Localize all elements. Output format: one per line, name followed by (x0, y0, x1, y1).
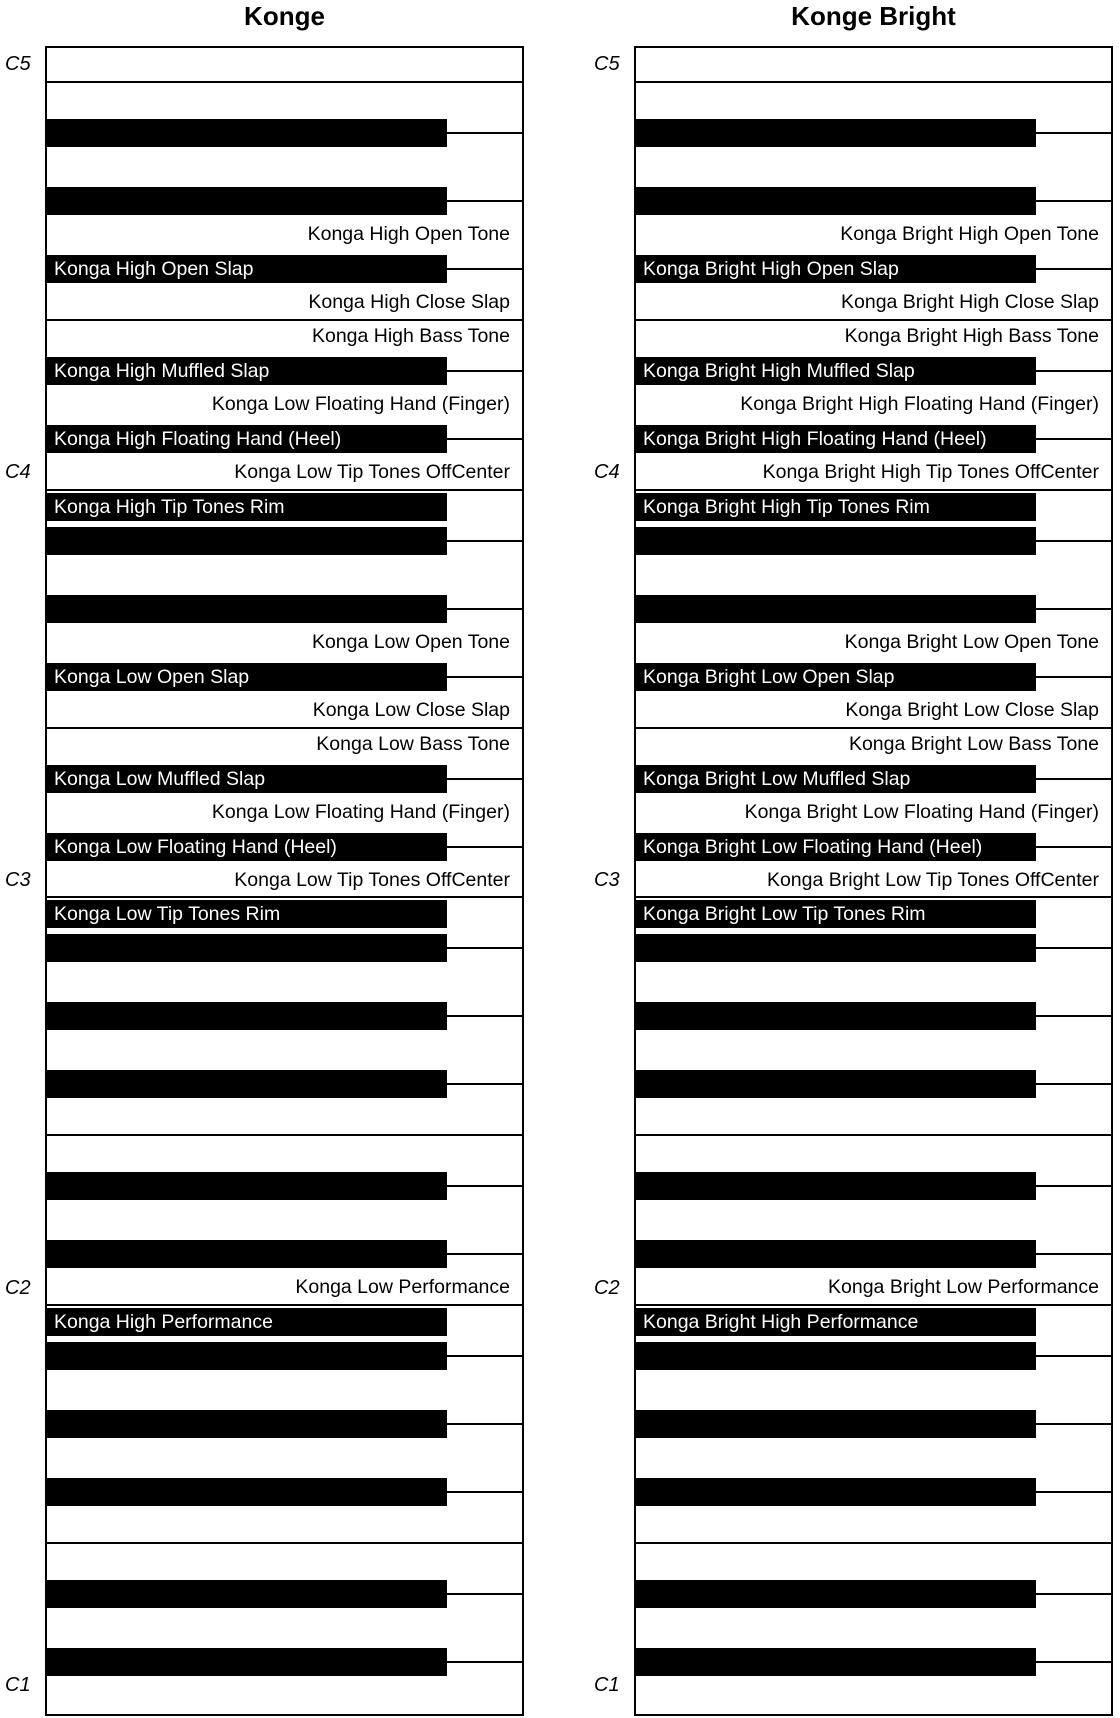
black-key-label: Konga High Open Slap (54, 257, 254, 280)
octave-label-c5: C5 (594, 53, 620, 76)
black-key-gsharp3[interactable] (636, 595, 1036, 623)
white-key-label: Konga Low Floating Hand (Finger) (211, 800, 510, 823)
panel-title-konge-bright: Konge Bright (791, 1, 956, 31)
black-key-label: Konga High Tip Tones Rim (54, 495, 285, 518)
white-key-label: Konga Bright High Bass Tone (844, 324, 1099, 347)
black-key-dsharp1[interactable] (636, 1580, 1036, 1608)
black-key-asharp3[interactable] (636, 527, 1036, 555)
black-key-asharp2[interactable] (636, 934, 1036, 962)
black-key-asharp3[interactable] (47, 527, 447, 555)
black-key-fsharp4[interactable] (47, 255, 447, 283)
white-key-c5[interactable] (636, 48, 1111, 82)
labeled-key-b2[interactable] (636, 900, 1036, 928)
black-key-label: Konga Low Tip Tones Rim (54, 903, 281, 926)
octave-label-c2: C2 (5, 1276, 31, 1299)
octave-label-c1: C1 (5, 1674, 31, 1696)
white-key-label: Konga Low Close Slap (312, 698, 510, 721)
octave-label-c4: C4 (594, 461, 620, 484)
white-key-c5[interactable] (47, 48, 522, 82)
white-key-label: Konga Low Bass Tone (316, 732, 510, 755)
white-key-label: Konga High Close Slap (308, 290, 510, 313)
black-key-label: Konga Bright High Floating Hand (Heel) (643, 427, 987, 450)
white-key-label: Konga Low Open Tone (311, 630, 510, 653)
black-key-dsharp3[interactable] (47, 765, 447, 793)
black-key-label: Konga Low Floating Hand (Heel) (54, 835, 337, 858)
keyboard-konge (45, 46, 524, 1716)
labeled-key-b1[interactable] (47, 1308, 447, 1336)
black-key-label: Konga High Floating Hand (Heel) (54, 427, 342, 450)
black-key-asharp2[interactable] (47, 934, 447, 962)
white-key-label: Konga Bright Low Close Slap (845, 698, 1099, 721)
black-key-csharp4[interactable] (636, 425, 1036, 453)
black-key-fsharp2[interactable] (636, 1070, 1036, 1098)
octave-label-c5: C5 (5, 53, 31, 76)
panel-title-konge: Konge (244, 1, 325, 31)
black-key-dsharp3[interactable] (636, 765, 1036, 793)
black-key-label: Konga Bright Low Tip Tones Rim (643, 903, 926, 926)
white-key-label: Konga Bright High Open Tone (840, 222, 1099, 245)
white-key-label: Konga High Bass Tone (311, 324, 510, 347)
white-key-label: Konga Bright Low Performance (828, 1276, 1099, 1299)
black-key-dsharp4[interactable] (47, 357, 447, 385)
black-key-gsharp3[interactable] (47, 595, 447, 623)
black-key-label: Konga Bright High Tip Tones Rim (643, 495, 930, 518)
white-key-label: Konga Bright High Close Slap (841, 290, 1099, 313)
black-key-label: Konga High Muffled Slap (54, 359, 270, 382)
black-key-gsharp1[interactable] (636, 1410, 1036, 1438)
black-key-gsharp2[interactable] (47, 1002, 447, 1030)
black-key-label: Konga Bright Low Floating Hand (Heel) (643, 835, 983, 858)
white-key-label: Konga Bright Low Tip Tones OffCenter (766, 868, 1099, 891)
black-key-csharp2[interactable] (636, 1240, 1036, 1268)
black-key-csharp1[interactable] (636, 1648, 1036, 1676)
labeled-key-b1[interactable] (636, 1308, 1036, 1336)
black-key-dsharp2[interactable] (636, 1172, 1036, 1200)
black-key-csharp4[interactable] (47, 425, 447, 453)
black-key-csharp2[interactable] (47, 1240, 447, 1268)
white-key-label: Konga Bright High Floating Hand (Finger) (740, 392, 1099, 415)
black-key-fsharp4[interactable] (636, 255, 1036, 283)
octave-label-c3: C3 (594, 869, 620, 891)
black-key-csharp3[interactable] (636, 833, 1036, 861)
black-key-label: Konga Bright Low Open Slap (643, 665, 895, 688)
black-key-gsharp4[interactable] (47, 187, 447, 215)
white-key-label: Konga Bright Low Open Tone (844, 630, 1099, 653)
black-key-asharp1[interactable] (47, 1342, 447, 1370)
white-key-label: Konga Bright Low Floating Hand (Finger) (744, 800, 1099, 823)
black-key-dsharp4[interactable] (636, 357, 1036, 385)
keyboard-konge-bright (634, 46, 1113, 1716)
black-key-fsharp3[interactable] (47, 663, 447, 691)
white-key-label: Konga High Open Tone (307, 222, 510, 245)
black-key-dsharp1[interactable] (47, 1580, 447, 1608)
black-key-csharp1[interactable] (47, 1648, 447, 1676)
black-key-asharp1[interactable] (636, 1342, 1036, 1370)
octave-label-c4: C4 (5, 461, 31, 484)
black-key-fsharp3[interactable] (636, 663, 1036, 691)
black-key-dsharp2[interactable] (47, 1172, 447, 1200)
black-key-label: Konga Bright High Muffled Slap (643, 359, 915, 382)
black-key-label: Konga Low Muffled Slap (54, 767, 266, 790)
black-key-fsharp1[interactable] (636, 1478, 1036, 1506)
black-key-label: Konga Bright High Open Slap (643, 257, 899, 280)
black-key-gsharp1[interactable] (47, 1410, 447, 1438)
black-key-gsharp4[interactable] (636, 187, 1036, 215)
white-key-label: Konga Low Performance (295, 1276, 510, 1299)
octave-label-c1: C1 (594, 1674, 620, 1696)
black-key-label: Konga Bright High Performance (643, 1311, 919, 1334)
black-key-label: Konga Low Open Slap (54, 665, 250, 688)
white-key-label: Konga Bright Low Bass Tone (848, 732, 1099, 755)
labeled-key-b3[interactable] (47, 493, 447, 521)
black-key-csharp3[interactable] (47, 833, 447, 861)
black-key-fsharp2[interactable] (47, 1070, 447, 1098)
black-key-asharp4[interactable] (636, 119, 1036, 147)
white-key-label: Konga Bright High Tip Tones OffCenter (762, 460, 1099, 483)
white-key-label: Konga Low Tip Tones OffCenter (234, 868, 510, 891)
labeled-key-b2[interactable] (47, 900, 447, 928)
black-key-fsharp1[interactable] (47, 1478, 447, 1506)
black-key-gsharp2[interactable] (636, 1002, 1036, 1030)
black-key-label: Konga Bright Low Muffled Slap (643, 767, 911, 790)
octave-label-c3: C3 (5, 869, 31, 891)
white-key-label: Konga Low Floating Hand (Finger) (211, 392, 510, 415)
octave-label-c2: C2 (594, 1276, 620, 1299)
white-key-label: Konga Low Tip Tones OffCenter (234, 460, 510, 483)
labeled-key-b3[interactable] (636, 493, 1036, 521)
black-key-asharp4[interactable] (47, 119, 447, 147)
black-key-label: Konga High Performance (54, 1311, 273, 1334)
